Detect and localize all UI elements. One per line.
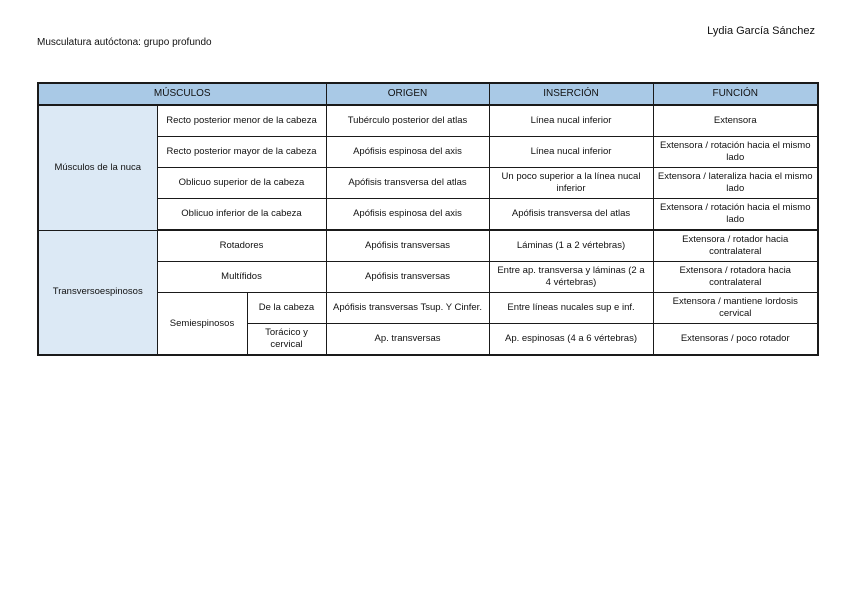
insertion-cell: Un poco superior a la línea nucal inferior [489, 168, 653, 199]
insertion-cell: Ap. espinosas (4 a 6 vértebras) [489, 324, 653, 356]
table-row [38, 230, 818, 262]
insertion-cell: Entre líneas nucales sup e inf. [489, 293, 653, 324]
function-cell: Extensora / rotación hacia el mismo lado [653, 199, 818, 231]
origin-cell: Apófisis espinosa del axis [326, 137, 489, 168]
origin-cell: Ap. transversas [326, 324, 489, 356]
author-name: Lydia García Sánchez [707, 25, 815, 37]
function-cell: Extensora / mantiene lordosis cervical [653, 293, 818, 324]
insertion-cell: Línea nucal inferior [489, 105, 653, 137]
table-header-row [38, 83, 818, 105]
origin-cell: Apófisis transversas [326, 230, 489, 262]
header-origen: ORIGEN [326, 83, 489, 105]
function-cell: Extensora / rotador hacia contralateral [653, 230, 818, 262]
header-musculos: MÚSCULOS [38, 83, 326, 105]
muscle-cell: Recto posterior menor de la cabeza [157, 105, 326, 137]
muscle-cell: Multífidos [157, 262, 326, 293]
origin-cell: Apófisis transversas [326, 262, 489, 293]
subpart-cell: Torácico y cervical [247, 324, 326, 356]
origin-cell: Apófisis espinosa del axis [326, 199, 489, 231]
insertion-cell: Láminas (1 a 2 vértebras) [489, 230, 653, 262]
function-cell: Extensora / lateraliza hacia el mismo lado [653, 168, 818, 199]
header-funcion: FUNCIÓN [653, 83, 818, 105]
function-cell: Extensora / rotadora hacia contralateral [653, 262, 818, 293]
insertion-cell: Entre ap. transversa y láminas (2 a 4 vértebras) [489, 262, 653, 293]
table-row [38, 105, 818, 137]
header-insercion: INSERCIÓN [489, 83, 653, 105]
origin-cell: Tubérculo posterior del atlas [326, 105, 489, 137]
group-cell-nuca: Músculos de la nuca [38, 105, 157, 230]
document-title: Musculatura autóctona: grupo profundo [37, 37, 212, 48]
origin-cell: Apófisis transversas Tsup. Y Cinfer. [326, 293, 489, 324]
function-cell: Extensora / rotación hacia el mismo lado [653, 137, 818, 168]
subpart-cell: De la cabeza [247, 293, 326, 324]
origin-cell: Apófisis transversa del atlas [326, 168, 489, 199]
insertion-cell: Línea nucal inferior [489, 137, 653, 168]
muscle-cell: Rotadores [157, 230, 326, 262]
insertion-cell: Apófisis transversa del atlas [489, 199, 653, 231]
semiespinosos-cell: Semiespinosos [157, 293, 247, 356]
muscle-cell: Oblicuo superior de la cabeza [157, 168, 326, 199]
function-cell: Extensora [653, 105, 818, 137]
muscle-cell: Oblicuo inferior de la cabeza [157, 199, 326, 231]
function-cell: Extensoras / poco rotador [653, 324, 818, 356]
muscles-table [37, 82, 819, 356]
group-cell-transversoespinosos: Transversoespinosos [38, 230, 157, 355]
muscle-cell: Recto posterior mayor de la cabeza [157, 137, 326, 168]
